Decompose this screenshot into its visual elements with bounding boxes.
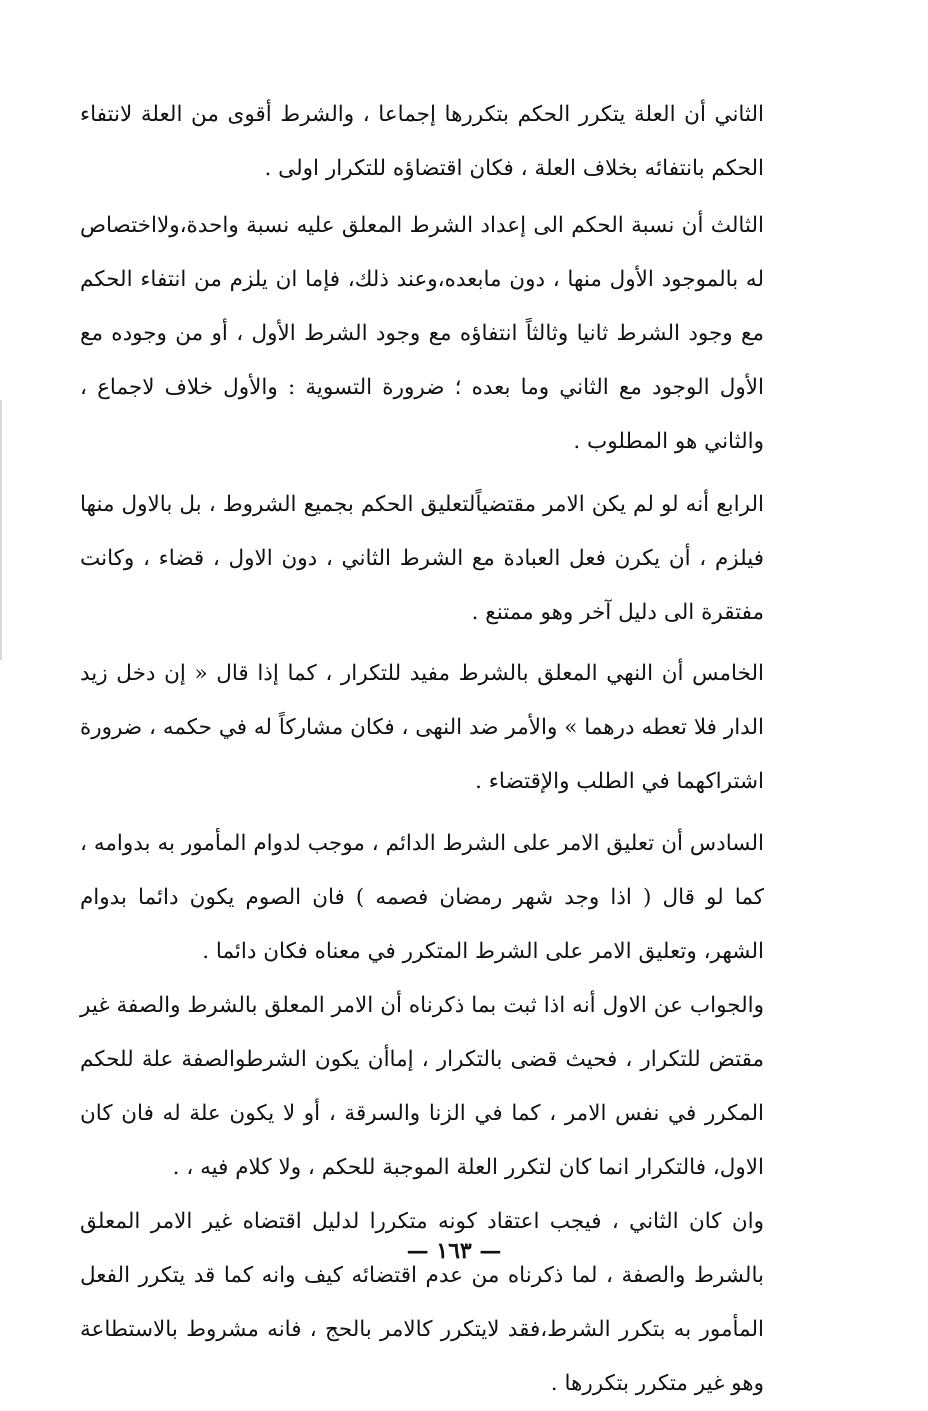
paragraph-reply-first: والجواب عن الاول أنه اذا ثبت بما ذكرناه أن الامر المعلق بالشرط والصفة غير مقتض للتكرار ، فحيث قضى بالتكرار ، إماأن يكون الشرطوالصفة علة للحكم المكرر في نفس الامر ، كما في الزنا والسرقة ، أو لا يكون علة له فان كان الاول، فالتكرار انما كان لتكرر العلة الموجبة للحكم ، ولا كلام فيه ، . <box>80 993 764 1180</box>
paragraph-fourth-argument: الرابع أنه لو لم يكن الامر مقتضياًلتعليق الحكم بجميع الشروط ، بل بالاول منها فيلزم ، أن يكرن فعل العبادة مع الشرط الثاني ، دون الاول ، قضاء ، وكانت مفتقرة الى دليل آخر وهو ممتنع . <box>80 492 764 625</box>
scan-edge-shadow <box>0 400 2 660</box>
paragraph-second-argument: الثاني أن العلة يتكرر الحكم بتكررها إجماعا ، والشرط أقوى من العلة لانتفاء الحكم بانتفائه بخلاف العلة ، فكان اقتضاؤه للتكرار اولى . <box>80 102 764 181</box>
paragraph-third-argument: الثالث أن نسبة الحكم الى إعداد الشرط المعلق عليه نسبة واحدة،ولااختصاص له بالموجود الأول منها ، دون مابعده،وعند ذلك، فإما ان يلزم من انتفاء الحكم مع وجود الشرط ثانيا وثالثاً انتفاؤه مع وجود الشرط الأول ، أو من وجوده مع الأول الوجود مع الثاني وما بعده ؛ ضرورة التسوية : والأول خلاف لاجماع ، والثاني هو المطلوب . <box>80 213 764 454</box>
page-number: — ١٦٣ — <box>406 1238 502 1264</box>
paragraph-sixth-argument: السادس أن تعليق الامر على الشرط الدائم ، موجب لدوام المأمور به بدوامه ، كما لو قال ( اذا وجد شهر رمضان فصمه ) فان الصوم يكون دائما بدوام الشهر، وتعليق الامر على الشرط المتكرر في معناه فكان دائما . <box>80 831 764 964</box>
paragraph-fifth-argument: الخامس أن النهي المعلق بالشرط مفيد للتكرار ، كما إذا قال « إن دخل زيد الدار فلا تعطه درهما » والأمر ضد النهى ، فكان مشاركاً له في حكمه ، ضرورة اشتراكهما في الطلب والإقتضاء . <box>80 661 764 794</box>
body-text <box>80 88 764 1411</box>
paragraph-reply-second: وان كان الثاني ، فيجب اعتقاد كونه متكررا لدليل اقتضاه غير الامر المعلق بالشرط والصفة ، لما ذكرناه من عدم اقتضائه كيف وانه كما قد يتكرر الفعل المأمور به بتكرر الشرط،فقد لايتكرر كالامر بالحج ، فانه مشروط بالاستطاعة وهو غير متكرر بتكررها . <box>80 1209 764 1396</box>
